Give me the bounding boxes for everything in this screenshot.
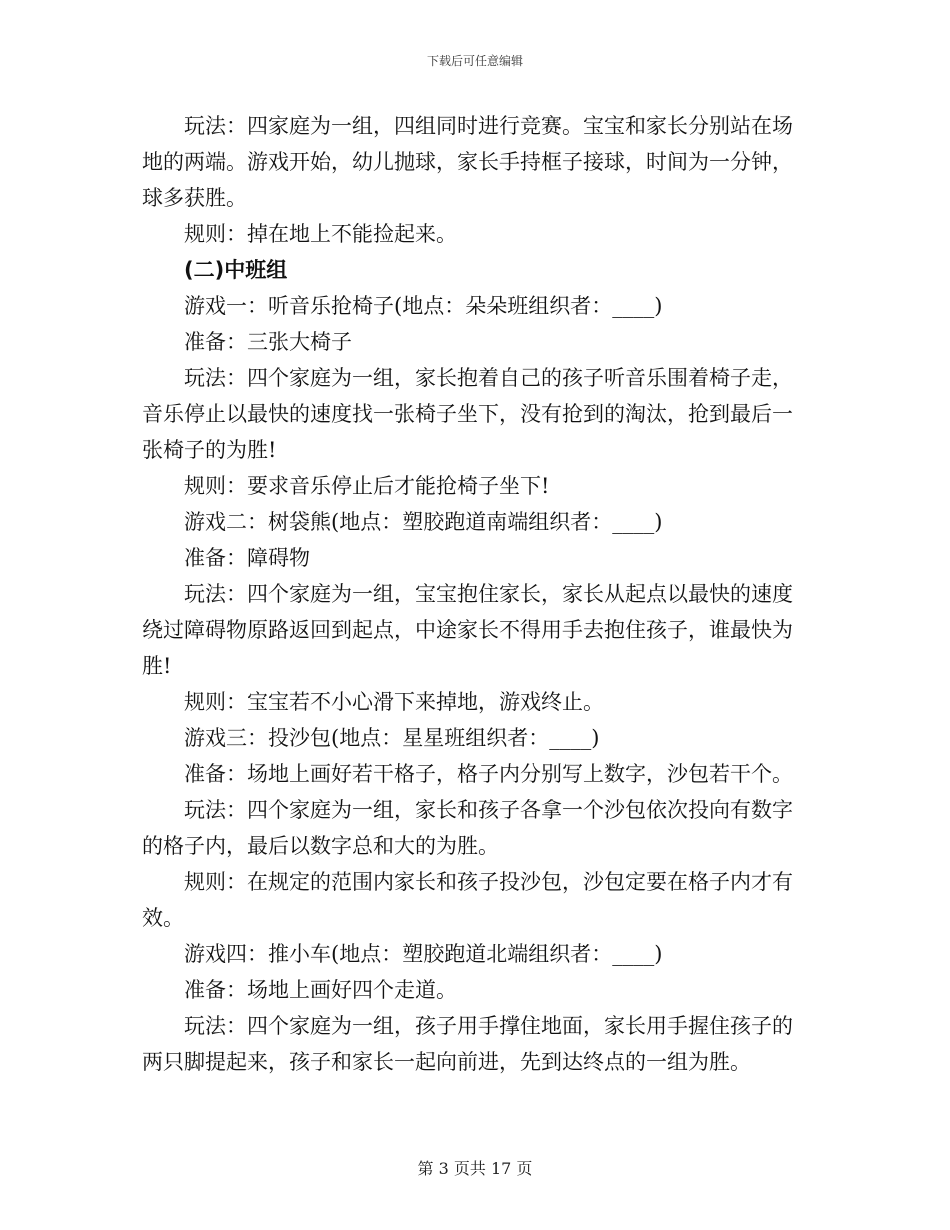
paragraph: 玩法：四个家庭为一组，孩子用手撑住地面，家长用手握住孩子的两只脚提起来，孩子和家长一起向前进，先到达终点的一组为胜。 — [142, 1014, 793, 1074]
paragraph: 游戏四：推小车(地点：塑胶跑道北端组织者：____) — [184, 942, 663, 966]
paragraph: 游戏三：投沙包(地点：星星班组织者：____) — [184, 726, 600, 750]
paragraph: 玩法：四个家庭为一组，家长和孩子各拿一个沙包依次投向有数字的格子内，最后以数字总和大的为胜。 — [142, 798, 793, 858]
paragraph: 玩法：四家庭为一组，四组同时进行竞赛。宝宝和家长分别站在场地的两端。游戏开始，幼儿抛球，家长手持框子接球，时间为一分钟，球多获胜。 — [142, 114, 793, 210]
page-number: 第 3 页共 17 页 — [417, 1159, 533, 1178]
paragraph: 准备：场地上画好若干格子，格子内分别写上数字，沙包若干个。 — [184, 762, 793, 786]
paragraph: 游戏二：树袋熊(地点：塑胶跑道南端组织者：____) — [184, 510, 663, 534]
paragraph: 游戏一：听音乐抢椅子(地点：朵朵班组织者：____) — [184, 294, 663, 318]
paragraph: 规则：掉在地上不能捡起来。 — [184, 222, 457, 246]
paragraph: 玩法：四个家庭为一组，家长抱着自己的孩子听音乐围着椅子走，音乐停止以最快的速度找一张椅子坐下，没有抢到的淘汰，抢到最后一张椅子的为胜! — [142, 366, 793, 462]
paragraph: 准备：三张大椅子 — [184, 330, 352, 354]
paragraph: 准备：障碍物 — [184, 546, 310, 570]
section-heading: (二)中班组 — [184, 258, 288, 282]
paragraph: 准备：场地上画好四个走道。 — [184, 978, 457, 1002]
paragraph: 规则：要求音乐停止后才能抢椅子坐下! — [184, 474, 550, 498]
page-header-note: 下载后可任意编辑 — [426, 54, 523, 68]
document-body — [142, 108, 807, 1080]
paragraph: 玩法：四个家庭为一组，宝宝抱住家长，家长从起点以最快的速度绕过障碍物原路返回到起点，中途家长不得用手去抱住孩子，谁最快为胜! — [142, 582, 793, 678]
paragraph: 规则：宝宝若不小心滑下来掉地，游戏终止。 — [184, 690, 604, 714]
paragraph: 规则：在规定的范围内家长和孩子投沙包，沙包定要在格子内才有效。 — [142, 870, 793, 930]
